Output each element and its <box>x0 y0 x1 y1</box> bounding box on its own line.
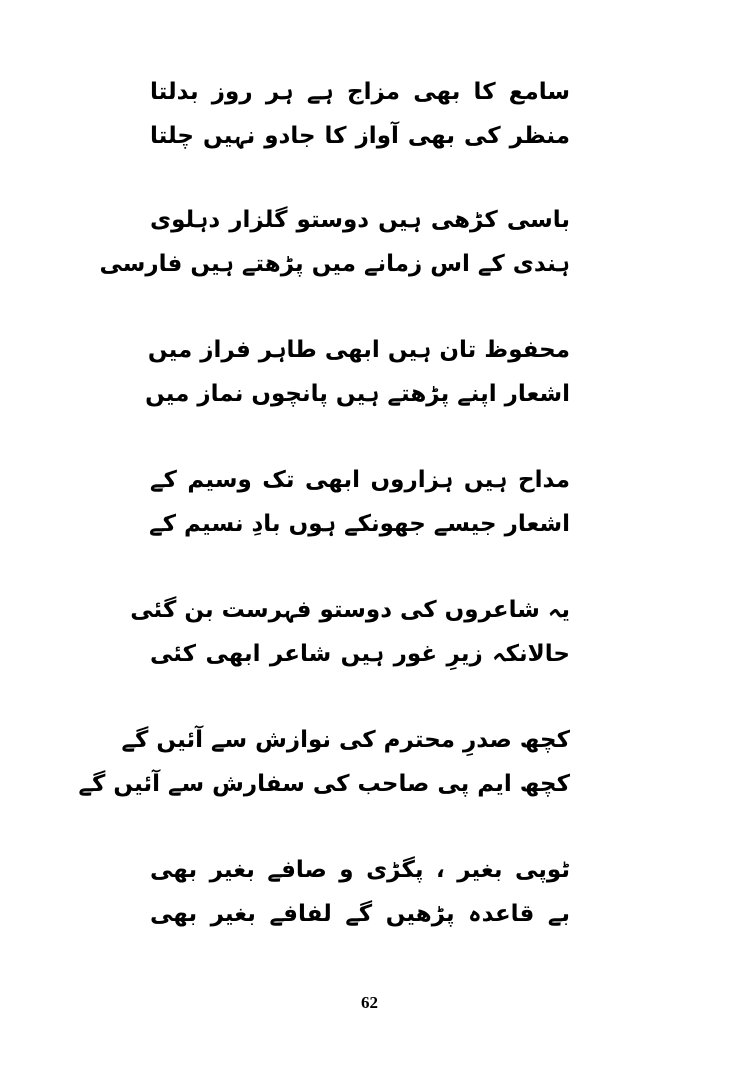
stanza-2 <box>99 198 570 286</box>
stanza-7 <box>150 848 570 936</box>
stanza-6 <box>78 718 570 806</box>
verse-line: محفوظ تان ہیں ابھی طاہر فراز میں <box>147 337 570 363</box>
verse-line: سامع کا بھی مزاج ہے ہر روز بدلتا <box>150 79 570 105</box>
stanza-4 <box>150 458 570 546</box>
verse-line: مداح ہیں ہزاروں ابھی تک وسیم کے <box>150 467 570 493</box>
page-number: 62 <box>361 993 378 1012</box>
verse-line: ٹوپی بغیر ، پگڑی و صافے بغیر بھی <box>150 857 570 883</box>
verse-line: بے قاعدہ پڑھیں گے لفافے بغیر بھی <box>150 901 570 927</box>
verse-line: ہندی کے اس زمانے میں پڑھتے ہیں فارسی <box>99 251 570 277</box>
stanza-1 <box>150 70 570 158</box>
verse-line: اشعار اپنے پڑھتے ہیں پانچوں نماز میں <box>145 381 570 407</box>
verse-line: اشعار جیسے جھونکے ہوں بادِ نسیم کے <box>149 511 570 537</box>
stanza-5 <box>130 588 570 676</box>
stanza-3 <box>145 328 570 416</box>
verse-line: کچھ ایم پی صاحب کی سفارش سے آئیں گے <box>78 771 570 797</box>
verse-line: باسی کڑھی ہیں دوستو گلزار دہلوی <box>150 207 570 233</box>
verse-line: منظر کی بھی آواز کا جادو نہیں چلتا <box>150 123 570 149</box>
verse-line: یہ شاعروں کی دوستو فہرست بن گئی <box>130 597 570 623</box>
verse-line: حالانکہ زیرِ غور ہیں شاعر ابھی کئی <box>150 641 570 667</box>
verse-line: کچھ صدرِ محترم کی نوازش سے آئیں گے <box>121 727 570 753</box>
